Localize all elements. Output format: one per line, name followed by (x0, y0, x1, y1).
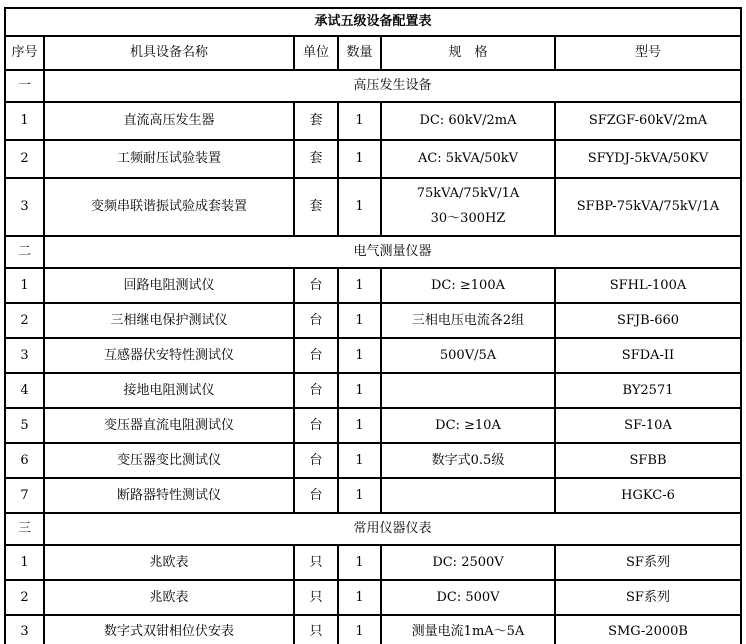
spec-cell: 数字式0.5级 (381, 443, 555, 478)
name-cell: 变压器直流电阻测试仪 (44, 408, 294, 443)
spec-cell: 测量电流1mA～5A (381, 615, 555, 644)
table-row (5, 373, 741, 408)
spec-cell: DC: ≥10A (381, 408, 555, 443)
model-cell: SF系列 (555, 545, 741, 580)
col-header-unit: 单位 (294, 36, 338, 70)
name-cell: 接地电阻测试仪 (44, 373, 294, 408)
qty-cell: 1 (338, 178, 381, 236)
spec-cell: AC: 5kVA/50kV (381, 140, 555, 178)
table-row (5, 443, 741, 478)
spec-cell: DC: 60kV/2mA (381, 102, 555, 140)
table-row (5, 580, 741, 615)
spec-cell (381, 478, 555, 513)
model-cell: SF-10A (555, 408, 741, 443)
serial-cell: 1 (5, 268, 44, 303)
section-header-row (5, 236, 741, 268)
qty-cell: 1 (338, 373, 381, 408)
serial-cell: 3 (5, 615, 44, 644)
serial-cell: 4 (5, 373, 44, 408)
model-cell: SFJB-660 (555, 303, 741, 338)
name-cell: 兆欧表 (44, 545, 294, 580)
name-cell: 回路电阻测试仪 (44, 268, 294, 303)
model-cell: SFHL-100A (555, 268, 741, 303)
spec-cell: 500V/5A (381, 338, 555, 373)
serial-cell: 3 (5, 338, 44, 373)
model-cell: SFBB (555, 443, 741, 478)
table-row (5, 178, 741, 236)
name-cell: 断路器特性测试仪 (44, 478, 294, 513)
qty-cell: 1 (338, 545, 381, 580)
name-cell: 工频耐压试验装置 (44, 140, 294, 178)
qty-cell: 1 (338, 443, 381, 478)
col-header-name: 机具设备名称 (44, 36, 294, 70)
table-row (5, 338, 741, 373)
name-cell: 变压器变比测试仪 (44, 443, 294, 478)
col-header-spec: 规 格 (381, 36, 555, 70)
name-cell: 数字式双钳相位伏安表 (44, 615, 294, 644)
unit-cell: 台 (294, 373, 338, 408)
qty-cell: 1 (338, 478, 381, 513)
qty-cell: 1 (338, 580, 381, 615)
serial-cell: 1 (5, 102, 44, 140)
name-cell: 互感器伏安特性测试仪 (44, 338, 294, 373)
page-title: 承试五级设备配置表 (5, 8, 741, 36)
section-title: 电气测量仪器 (44, 236, 741, 268)
col-header-serial: 序号 (5, 36, 44, 70)
table-row (5, 303, 741, 338)
qty-cell: 1 (338, 102, 381, 140)
serial-cell: 2 (5, 140, 44, 178)
qty-cell: 1 (338, 338, 381, 373)
section-no: 二 (5, 236, 44, 268)
qty-cell: 1 (338, 303, 381, 338)
unit-cell: 只 (294, 580, 338, 615)
model-cell: SF系列 (555, 580, 741, 615)
table-row (5, 102, 741, 140)
model-cell: SFBP-75kVA/75kV/1A (555, 178, 741, 236)
name-cell: 兆欧表 (44, 580, 294, 615)
name-cell: 直流高压发生器 (44, 102, 294, 140)
serial-cell: 6 (5, 443, 44, 478)
table-row (5, 268, 741, 303)
table-row (5, 615, 741, 644)
serial-cell: 2 (5, 580, 44, 615)
model-cell: SFZGF-60kV/2mA (555, 102, 741, 140)
unit-cell: 台 (294, 268, 338, 303)
section-no: 一 (5, 70, 44, 102)
serial-cell: 7 (5, 478, 44, 513)
unit-cell: 台 (294, 338, 338, 373)
section-header-row (5, 70, 741, 102)
model-cell: SFYDJ-5kVA/50KV (555, 140, 741, 178)
serial-cell: 2 (5, 303, 44, 338)
col-header-qty: 数量 (338, 36, 381, 70)
name-cell: 三相继电保护测试仪 (44, 303, 294, 338)
unit-cell: 只 (294, 545, 338, 580)
unit-cell: 台 (294, 303, 338, 338)
section-header-row (5, 513, 741, 545)
serial-cell: 1 (5, 545, 44, 580)
serial-cell: 3 (5, 178, 44, 236)
col-header-model: 型号 (555, 36, 741, 70)
table-row (5, 545, 741, 580)
column-header-row (5, 36, 741, 70)
serial-cell: 5 (5, 408, 44, 443)
spec-line-1: 75kVA/75kV/1A (416, 186, 520, 202)
model-cell: SFDA-II (555, 338, 741, 373)
spec-cell (381, 373, 555, 408)
qty-cell: 1 (338, 140, 381, 178)
qty-cell: 1 (338, 408, 381, 443)
table-row (5, 478, 741, 513)
unit-cell: 套 (294, 140, 338, 178)
unit-cell: 台 (294, 478, 338, 513)
spec-cell: DC: ≥100A (381, 268, 555, 303)
spec-cell: DC: 500V (381, 580, 555, 615)
qty-cell: 1 (338, 615, 381, 644)
section-title: 常用仪器仪表 (44, 513, 741, 545)
title-row (5, 8, 741, 36)
model-cell: SMG-2000B (555, 615, 741, 644)
qty-cell: 1 (338, 268, 381, 303)
name-cell: 变频串联谐振试验成套装置 (44, 178, 294, 236)
model-cell: BY2571 (555, 373, 741, 408)
unit-cell: 只 (294, 615, 338, 644)
section-no: 三 (5, 513, 44, 545)
table-row (5, 140, 741, 178)
unit-cell: 套 (294, 102, 338, 140)
spec-cell (381, 178, 555, 236)
equipment-config-table (4, 7, 742, 644)
unit-cell: 套 (294, 178, 338, 236)
spec-line-2: 30～300HZ (430, 211, 506, 226)
spec-cell: 三相电压电流各2组 (381, 303, 555, 338)
spec-cell: DC: 2500V (381, 545, 555, 580)
model-cell: HGKC-6 (555, 478, 741, 513)
unit-cell: 台 (294, 443, 338, 478)
section-title: 高压发生设备 (44, 70, 741, 102)
unit-cell: 台 (294, 408, 338, 443)
table-row (5, 408, 741, 443)
